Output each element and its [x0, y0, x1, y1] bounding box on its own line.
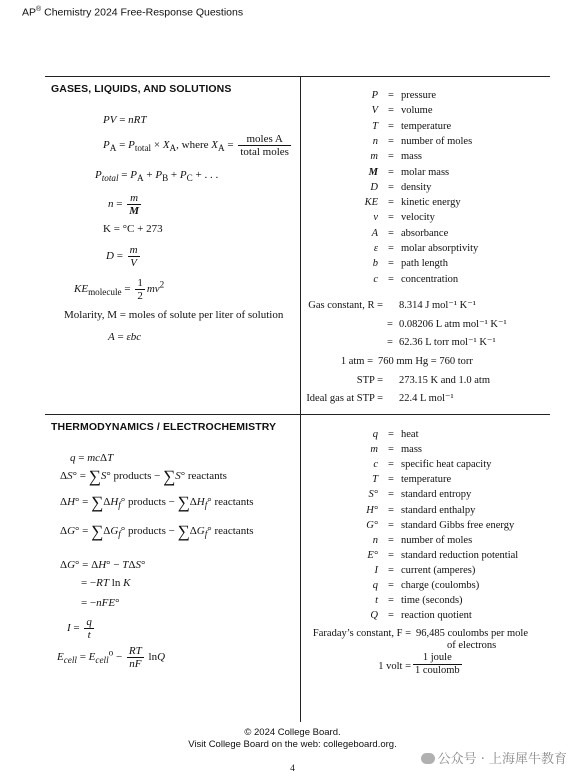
equals-sign: =: [388, 595, 394, 607]
eq-current: I = $\frac{q}{t}$: [67, 616, 92, 641]
page-header: AP® Chemistry 2024 Free-Response Questions: [22, 6, 244, 19]
ideal-gas-stp-value: 22.4 L mol⁻¹: [399, 393, 454, 404]
eq-entropy: ΔS° = ∑S° products − ∑S° reactants: [60, 467, 227, 486]
eq-enthalpy: $\Delta H^\circ = \sum\Delta H_f^\circ$ products − $\sum\Delta H_f^\circ$ reactants: [60, 493, 254, 512]
gas-symbol: A: [371, 227, 378, 239]
thermo-symbol: t: [375, 595, 378, 607]
gas-symbol: T: [372, 120, 378, 132]
eq-beer-lambert: A = εbc: [108, 331, 142, 343]
equals-sign: =: [388, 504, 394, 516]
section-divider-rule: [45, 414, 550, 415]
gas-definition: volume: [401, 105, 433, 117]
thermo-definition: mass: [401, 444, 422, 456]
equals-sign: =: [387, 337, 393, 348]
equals-sign: =: [388, 564, 394, 576]
equals-sign: =: [388, 534, 394, 546]
atm-value: 760 mm Hg = 760 torr: [378, 356, 473, 367]
thermo-definition: number of moles: [401, 534, 473, 546]
gas-definition: density: [401, 181, 432, 193]
thermo-symbol: c: [373, 459, 378, 471]
equals-sign: =: [388, 120, 394, 132]
thermo-definition: standard enthalpy: [401, 504, 476, 516]
eq-kinetic-energy: $KE_{molecule}$ = $\frac{1}{2}$ $mv^2$: [74, 277, 165, 302]
equals-sign: =: [388, 519, 394, 531]
equals-sign: =: [388, 212, 394, 224]
watermark: 公众号 · 上海犀牛教育: [421, 748, 567, 767]
stp-value: 273.15 K and 1.0 atm: [399, 375, 490, 386]
equals-sign: =: [387, 319, 393, 330]
eq-moles: n = $\frac{m}{M}$: [108, 192, 139, 217]
thermo-symbol: G°: [366, 519, 378, 531]
gas-symbol: ε: [373, 243, 378, 254]
equals-sign: =: [388, 258, 394, 270]
thermo-definition: standard Gibbs free energy: [401, 519, 515, 531]
thermo-symbol: q: [372, 429, 378, 440]
thermo-symbol: Q: [370, 610, 378, 622]
thermo-symbol: H°: [366, 504, 378, 516]
equals-sign: =: [388, 580, 394, 591]
wechat-icon: [421, 753, 435, 764]
thermo-symbol: q: [372, 580, 378, 591]
faraday-label: Faraday’s constant, F =: [312, 628, 411, 639]
thermo-definition: reaction quotient: [401, 610, 472, 622]
atm-label: 1 atm =: [340, 356, 373, 367]
gas-definition: concentration: [401, 273, 459, 285]
gas-definition: mass: [401, 151, 422, 163]
gas-definition: molar mass: [401, 166, 450, 178]
thermo-definition: current (amperes): [401, 564, 476, 576]
thermo-symbol: m: [370, 444, 378, 456]
gas-constant-value-3: 62.36 L torr mol⁻¹ K⁻¹: [399, 337, 496, 348]
gas-symbol: c: [373, 273, 378, 285]
thermo-symbol: S°: [368, 489, 378, 501]
gas-symbol: V: [371, 105, 378, 117]
eq-gibbs-relation: ΔG° = ΔH° − TΔS°: [60, 559, 146, 571]
gas-symbol: n: [372, 135, 378, 147]
equals-sign: =: [388, 151, 394, 163]
gas-symbol: P: [371, 90, 378, 101]
equals-sign: =: [388, 549, 394, 561]
thermo-symbol: I: [374, 564, 378, 576]
thermo-definition: time (seconds): [401, 595, 463, 607]
gas-symbol: v: [373, 212, 378, 224]
gas-definition: velocity: [401, 212, 435, 224]
eq-ideal-gas: PV = nRT: [103, 114, 147, 126]
equals-sign: =: [388, 105, 394, 117]
equals-sign: =: [388, 610, 394, 622]
eq-heat: q = mcΔT: [70, 452, 114, 464]
gas-definition: pressure: [401, 90, 436, 101]
gases-section-title: GASES, LIQUIDS, AND SOLUTIONS: [51, 83, 232, 95]
table-top-rule: [45, 76, 550, 77]
thermo-definition: temperature: [401, 474, 452, 486]
equals-sign: =: [388, 243, 394, 254]
equals-sign: =: [388, 474, 394, 486]
gas-constant-value-1: 8.314 J mol⁻¹ K⁻¹: [399, 300, 476, 311]
eq-gibbs-e: = −nFE°: [81, 597, 120, 609]
equals-sign: =: [388, 459, 394, 471]
eq-total-pressure: $P_{total} = P_A + P_B + P_C$ + . . .: [95, 169, 219, 184]
equals-sign: =: [388, 227, 394, 239]
thermo-symbol: n: [372, 534, 378, 546]
eq-gibbs: $\Delta G^\circ = \sum\Delta G_f^\circ$ products − $\sum\Delta G_f^\circ$ reactants: [60, 522, 254, 541]
thermo-definition: specific heat capacity: [401, 459, 492, 471]
gas-definition: kinetic energy: [401, 197, 461, 209]
gas-symbol: KE: [364, 197, 378, 209]
stp-label: STP =: [356, 375, 383, 386]
equals-sign: =: [388, 273, 394, 285]
column-divider-rule: [300, 76, 301, 722]
thermo-symbol: E°: [367, 549, 378, 561]
thermo-symbol: T: [372, 474, 378, 486]
equals-sign: =: [388, 166, 394, 178]
thermo-definition: charge (coulombs): [401, 580, 480, 591]
thermo-definition: heat: [401, 429, 419, 440]
website-note: Visit College Board on the web: collegeboard.org.: [188, 739, 397, 750]
page-number: 4: [290, 764, 295, 774]
thermo-definition: standard reduction potential: [401, 549, 519, 561]
eq-nernst: $E_{cell} = E_{cell}^o$ − $\frac{RT}{nF}$ lnQ: [57, 645, 166, 670]
gas-definition: temperature: [401, 120, 452, 132]
equals-sign: =: [388, 429, 394, 440]
gas-definition: path length: [401, 258, 448, 270]
gas-symbol: M: [368, 166, 378, 178]
equals-sign: =: [388, 489, 394, 501]
gas-definition: molar absorptivity: [401, 243, 479, 254]
eq-density: D = $\frac{m}{V}$: [106, 244, 138, 269]
equals-sign: =: [388, 444, 394, 456]
eq-partial-pressure: $P_A = P_{total} \times X_A$, where $X_A$ = $\frac{\text{moles A}}{\text{total moles}}$: [103, 133, 289, 158]
volt-fraction: $\frac{\text{1 joule}}{\text{1 coulomb}}$: [415, 652, 460, 676]
gas-symbol: D: [370, 181, 378, 193]
equals-sign: =: [388, 181, 394, 193]
faraday-value-cont: of electrons: [447, 640, 497, 651]
ideal-gas-stp-label: Ideal gas at STP =: [306, 393, 383, 404]
thermo-section-title: THERMODYNAMICS / ELECTROCHEMISTRY: [51, 421, 277, 433]
eq-molarity: Molarity, M = moles of solute per liter of solution: [64, 309, 284, 321]
eq-kelvin: K = °C + 273: [103, 223, 163, 235]
equals-sign: =: [388, 135, 394, 147]
volt-label: 1 volt =: [378, 661, 411, 672]
gas-symbol: b: [372, 258, 378, 270]
gas-constant-label: Gas constant, R =: [308, 300, 383, 311]
eq-gibbs-k: = −RT ln K: [81, 577, 131, 589]
gas-definition: number of moles: [401, 135, 473, 147]
gas-constant-value-2: 0.08206 L atm mol⁻¹ K⁻¹: [399, 319, 507, 330]
faraday-value: 96,485 coulombs per mole: [416, 628, 528, 639]
equals-sign: =: [388, 90, 394, 101]
gas-definition: absorbance: [401, 227, 449, 239]
gas-symbol: m: [370, 151, 378, 163]
equals-sign: =: [388, 197, 394, 209]
thermo-definition: standard entropy: [401, 489, 472, 501]
copyright: © 2024 College Board.: [244, 727, 341, 738]
